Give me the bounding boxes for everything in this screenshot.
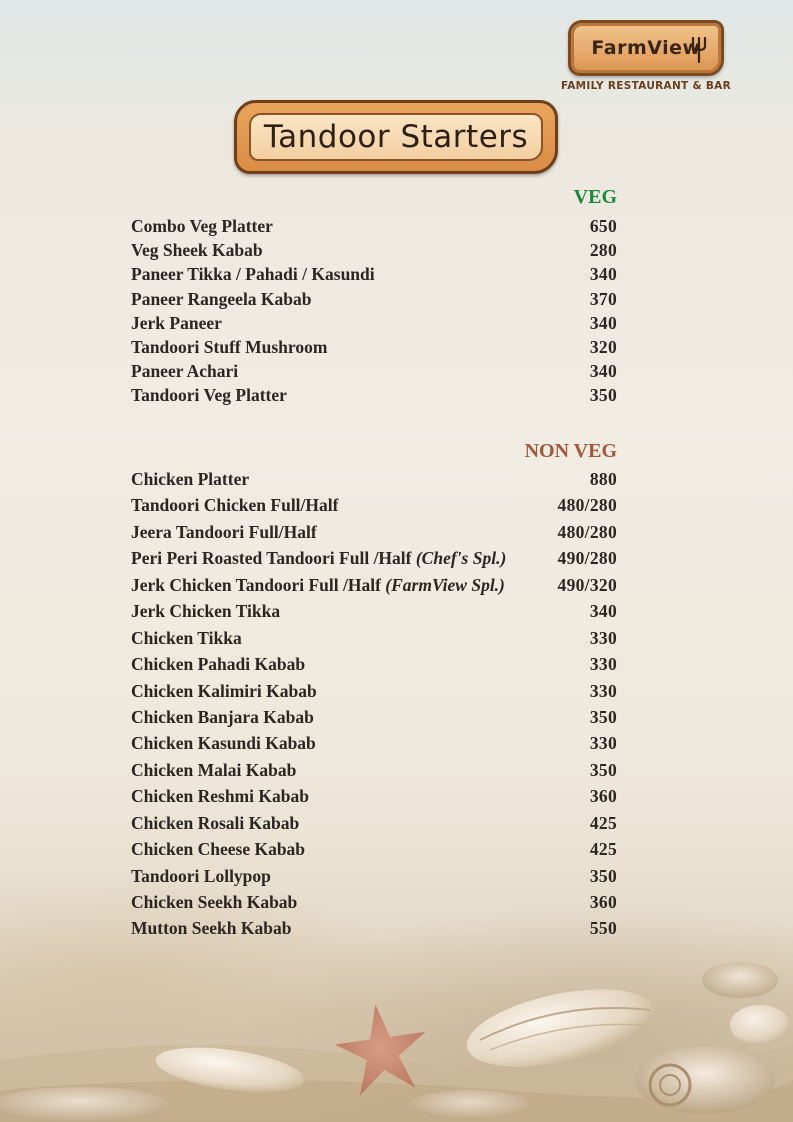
menu-item-label: Veg Sheek Kabab bbox=[131, 240, 263, 261]
menu-item-label: Jerk Paneer bbox=[131, 312, 222, 333]
menu-item bbox=[131, 469, 617, 495]
menu-item bbox=[131, 337, 617, 361]
menu-item-label: Combo Veg Platter bbox=[131, 216, 273, 236]
menu-item bbox=[131, 575, 617, 601]
menu-item-name bbox=[131, 548, 506, 569]
menu-item-label: Chicken Platter bbox=[131, 469, 250, 489]
menu-item bbox=[131, 813, 617, 839]
menu-item-price: 480/280 bbox=[557, 521, 617, 542]
menu-item-price: 425 bbox=[589, 839, 617, 860]
title-board bbox=[234, 100, 558, 174]
menu-item bbox=[131, 240, 617, 264]
menu-item-price: 330 bbox=[589, 627, 617, 648]
menu-item-price: 490/320 bbox=[557, 574, 617, 595]
menu-item bbox=[131, 361, 617, 385]
menu-item-label: Chicken Rosali Kabab bbox=[131, 812, 300, 833]
menu-item-price: 340 bbox=[589, 312, 617, 333]
menu-item bbox=[131, 707, 617, 733]
menu-item-label: Tandoori Lollypop bbox=[131, 865, 271, 886]
menu-item-label: Chicken Malai Kabab bbox=[131, 759, 297, 780]
seashells-starfish-icon bbox=[0, 940, 793, 1122]
menu-item-note: (FarmView Spl.) bbox=[385, 574, 505, 595]
menu-item-price: 350 bbox=[589, 706, 617, 727]
menu-item-name bbox=[131, 866, 271, 887]
menu-item-label: Tandoori Chicken Full/Half bbox=[131, 495, 339, 516]
menu-item-price: 880 bbox=[589, 469, 617, 489]
menu-item-label: Chicken Seekh Kabab bbox=[131, 892, 298, 912]
menu-item-name bbox=[131, 313, 222, 334]
menu-item-name bbox=[131, 289, 312, 310]
menu-item-price: 340 bbox=[589, 264, 617, 285]
menu-item-name bbox=[131, 918, 291, 939]
menu-item-name bbox=[131, 495, 338, 516]
menu-item-price: 350 bbox=[589, 865, 617, 886]
menu-item-name bbox=[131, 813, 299, 834]
menu-item-label: Chicken Kalimiri Kabab bbox=[131, 680, 317, 701]
menu-item-name bbox=[131, 654, 305, 675]
menu-item-name bbox=[131, 601, 280, 622]
menu-item-price: 360 bbox=[589, 786, 617, 807]
menu-item bbox=[131, 289, 617, 313]
menu-item-name bbox=[131, 216, 273, 237]
menu-item-label: Chicken Tikka bbox=[131, 627, 242, 648]
menu-item bbox=[131, 216, 617, 240]
veg-menu-list bbox=[131, 216, 617, 410]
logo-name: FarmView bbox=[591, 37, 701, 59]
menu-item-name bbox=[131, 707, 314, 728]
menu-item bbox=[131, 654, 617, 680]
menu-item-label: Paneer Achari bbox=[131, 361, 239, 382]
logo-board bbox=[568, 20, 724, 76]
title-board-inner bbox=[249, 113, 543, 161]
menu-item-name bbox=[131, 681, 317, 702]
menu-item-label: Chicken Cheese Kabab bbox=[131, 839, 306, 860]
menu-item-label: Jeera Tandoori Full/Half bbox=[131, 521, 317, 542]
menu-item bbox=[131, 264, 617, 288]
menu-item-name bbox=[131, 264, 375, 285]
logo-tagline: FAMILY RESTAURANT & BAR bbox=[560, 80, 731, 92]
menu-item-name bbox=[131, 628, 242, 649]
menu-item-price: 340 bbox=[589, 361, 617, 382]
menu-item bbox=[131, 495, 617, 521]
menu-item-name bbox=[131, 839, 305, 860]
menu-item-price: 480/280 bbox=[557, 495, 617, 516]
fork-icon bbox=[691, 37, 707, 63]
menu-item bbox=[131, 760, 617, 786]
menu-item-price: 330 bbox=[589, 680, 617, 701]
menu-item-label: Chicken Pahadi Kabab bbox=[131, 654, 306, 675]
menu-item-price: 550 bbox=[589, 918, 617, 939]
menu-item-price: 370 bbox=[589, 288, 617, 309]
menu-item bbox=[131, 733, 617, 759]
menu-item-price: 350 bbox=[589, 759, 617, 780]
veg-heading: VEG bbox=[573, 186, 617, 208]
menu-item bbox=[131, 548, 617, 574]
menu-item-label: Chicken Banjara Kabab bbox=[131, 706, 314, 727]
menu-item bbox=[131, 866, 617, 892]
menu-item bbox=[131, 385, 617, 409]
menu-item-name bbox=[131, 240, 263, 261]
menu-item-label: Paneer Rangeela Kabab bbox=[131, 288, 312, 309]
nonveg-menu-list bbox=[131, 469, 617, 945]
page-title: Tandoor Starters bbox=[263, 119, 529, 155]
menu-item bbox=[131, 628, 617, 654]
menu-item-label: Paneer Tikka / Pahadi / Kasundi bbox=[131, 264, 375, 285]
menu-item-name bbox=[131, 469, 249, 490]
menu-item-price: 360 bbox=[589, 892, 617, 912]
menu-item-label: Chicken Kasundi Kabab bbox=[131, 733, 316, 754]
menu-item bbox=[131, 892, 617, 918]
menu-item-price: 320 bbox=[589, 336, 617, 357]
menu-item-name bbox=[131, 385, 287, 406]
menu-item bbox=[131, 839, 617, 865]
menu-item bbox=[131, 918, 617, 944]
menu-item-label: Jerk Chicken Tikka bbox=[131, 601, 281, 622]
brand-logo bbox=[556, 20, 736, 92]
menu-item-price: 350 bbox=[589, 385, 617, 406]
menu-item-label: Tandoori Stuff Mushroom bbox=[131, 336, 328, 357]
menu-item-label: Chicken Reshmi Kabab bbox=[131, 786, 309, 807]
menu-item bbox=[131, 601, 617, 627]
menu-item-price: 490/280 bbox=[557, 548, 617, 569]
menu-item-label: Mutton Seekh Kabab bbox=[131, 918, 292, 939]
menu-item-name bbox=[131, 522, 317, 543]
menu-item-name bbox=[131, 786, 309, 807]
menu-item-name bbox=[131, 575, 505, 596]
menu-item-note: (Chef's Spl.) bbox=[415, 548, 507, 569]
menu-item-label: Tandoori Veg Platter bbox=[131, 385, 287, 406]
nonveg-heading: NON VEG bbox=[524, 440, 617, 462]
menu-item-price: 330 bbox=[589, 733, 617, 754]
menu-item-name bbox=[131, 892, 297, 913]
menu-item-label: Jerk Chicken Tandoori Full /Half bbox=[131, 574, 386, 595]
menu-item-label: Peri Peri Roasted Tandoori Full /Half bbox=[131, 548, 416, 569]
menu-item-price: 340 bbox=[589, 601, 617, 622]
menu-item bbox=[131, 313, 617, 337]
menu-item-name bbox=[131, 733, 316, 754]
menu-item-name bbox=[131, 337, 327, 358]
menu-item bbox=[131, 681, 617, 707]
menu-item-price: 330 bbox=[589, 654, 617, 675]
menu-item bbox=[131, 522, 617, 548]
menu-item-name bbox=[131, 760, 296, 781]
menu-item-price: 425 bbox=[589, 812, 617, 833]
menu-item bbox=[131, 786, 617, 812]
menu-item-price: 280 bbox=[589, 240, 617, 261]
menu-item-price: 650 bbox=[589, 216, 617, 236]
menu-item-name bbox=[131, 361, 238, 382]
